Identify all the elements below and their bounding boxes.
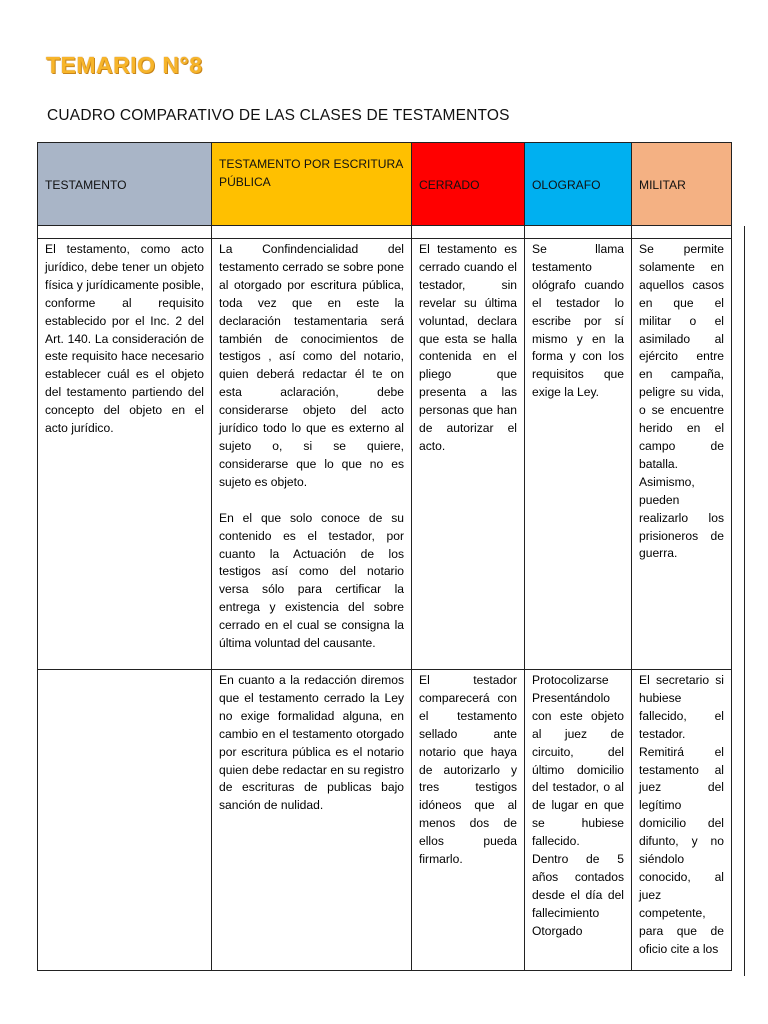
document-subtitle: CUADRO COMPARATIVO DE LAS CLASES DE TESTAMENTOS bbox=[47, 107, 510, 124]
cell-cerrado: El testador comparecerá con el testamento sellado ante notario que haya de autorizarlo y tres testigos idóneos que al menos dos de ellos pueda firmarlo. bbox=[412, 670, 525, 971]
cell-militar: Se permite solamente en aquellos casos en que el militar o el asimilado al ejército entre en campaña, peligre su vida, o se encuentre herido en el campo de batalla. Asimismo, pueden realizarlo los prisioneros de guerra. bbox=[632, 239, 732, 670]
cell-escritura-publica: En cuanto a la redacción diremos que el testamento cerrado la Ley no exige formalidad alguna, en cambio en el testamento otorgado por escritura pública es el notario quien debe redactar en su registro de escrituras de publicas bajo sanción de nulidad. bbox=[212, 670, 412, 971]
header-militar: MILITAR bbox=[632, 143, 732, 226]
header-olografo: OLOGRAFO bbox=[525, 143, 632, 226]
cell-militar: El secretario si hubiese fallecido, el testador. Remitirá el testamento al juez del legítimo domicilio del difunto, y no siéndolo conocido, al juez competente, para que de oficio cite a los bbox=[632, 670, 732, 971]
table-header-row bbox=[38, 143, 732, 226]
document-title: TEMARIO N°8 bbox=[46, 52, 203, 78]
cell-testamento-empty bbox=[38, 670, 212, 971]
table-row bbox=[38, 239, 732, 670]
cell-olografo: Protocolizarse Presentándolo con este objeto al juez de circuito, del último domicilio del testador, o al de lugar en que se hubiese fallecido. Dentro de 5 años contados desde el día del fallecimiento Otorgado bbox=[525, 670, 632, 971]
table-row bbox=[38, 670, 732, 971]
header-escritura-publica: TESTAMENTO POR ESCRITURA PÚBLICA bbox=[212, 143, 412, 226]
cell-cerrado: El testamento es cerrado cuando el testador, sin revelar su última voluntad, declara que esta se halla contenida en el pliego que presenta a las personas que han de autorizar el acto. bbox=[412, 239, 525, 670]
cell-olografo: Se llama testamento ológrafo cuando el testador lo escribe por sí mismo y en la forma y con los requisitos que exige la Ley. bbox=[525, 239, 632, 670]
header-cerrado: CERRADO bbox=[412, 143, 525, 226]
table-extra-border bbox=[744, 226, 745, 976]
cell-testamento: El testamento, como acto jurídico, debe tener un objeto física y jurídicamente posible, conforme al requisito establecido por el Inc. 2 del Art. 140. La consideración de este requisito hace necesario establecer cuál es el objeto del testamento partiendo del concepto del objeto en el acto jurídico. bbox=[38, 239, 212, 670]
comparison-table bbox=[37, 142, 732, 971]
header-testamento: TESTAMENTO bbox=[38, 143, 212, 226]
spacer-row bbox=[38, 226, 732, 239]
cell-escritura-publica: La Confindencialidad del testamento cerrado se sobre pone al otorgado por escritura pública, toda vez que en este la declaración testamentaria será también de conocimientos de testigos , así como del notario, quien deberá redactar él te on esta aclaración, debe considerarse objeto del acto jurídico todo lo que es externo al sujeto o, si se quiere, considerarse que lo que no es sujeto es objeto. En el que solo conoce de su contenido es el testador, por cuanto la Actuación de los testigos así como del notario versa sólo para certificar la entrega y existencia del sobre cerrado en el cual se consigna la última voluntad del causante. bbox=[212, 239, 412, 670]
